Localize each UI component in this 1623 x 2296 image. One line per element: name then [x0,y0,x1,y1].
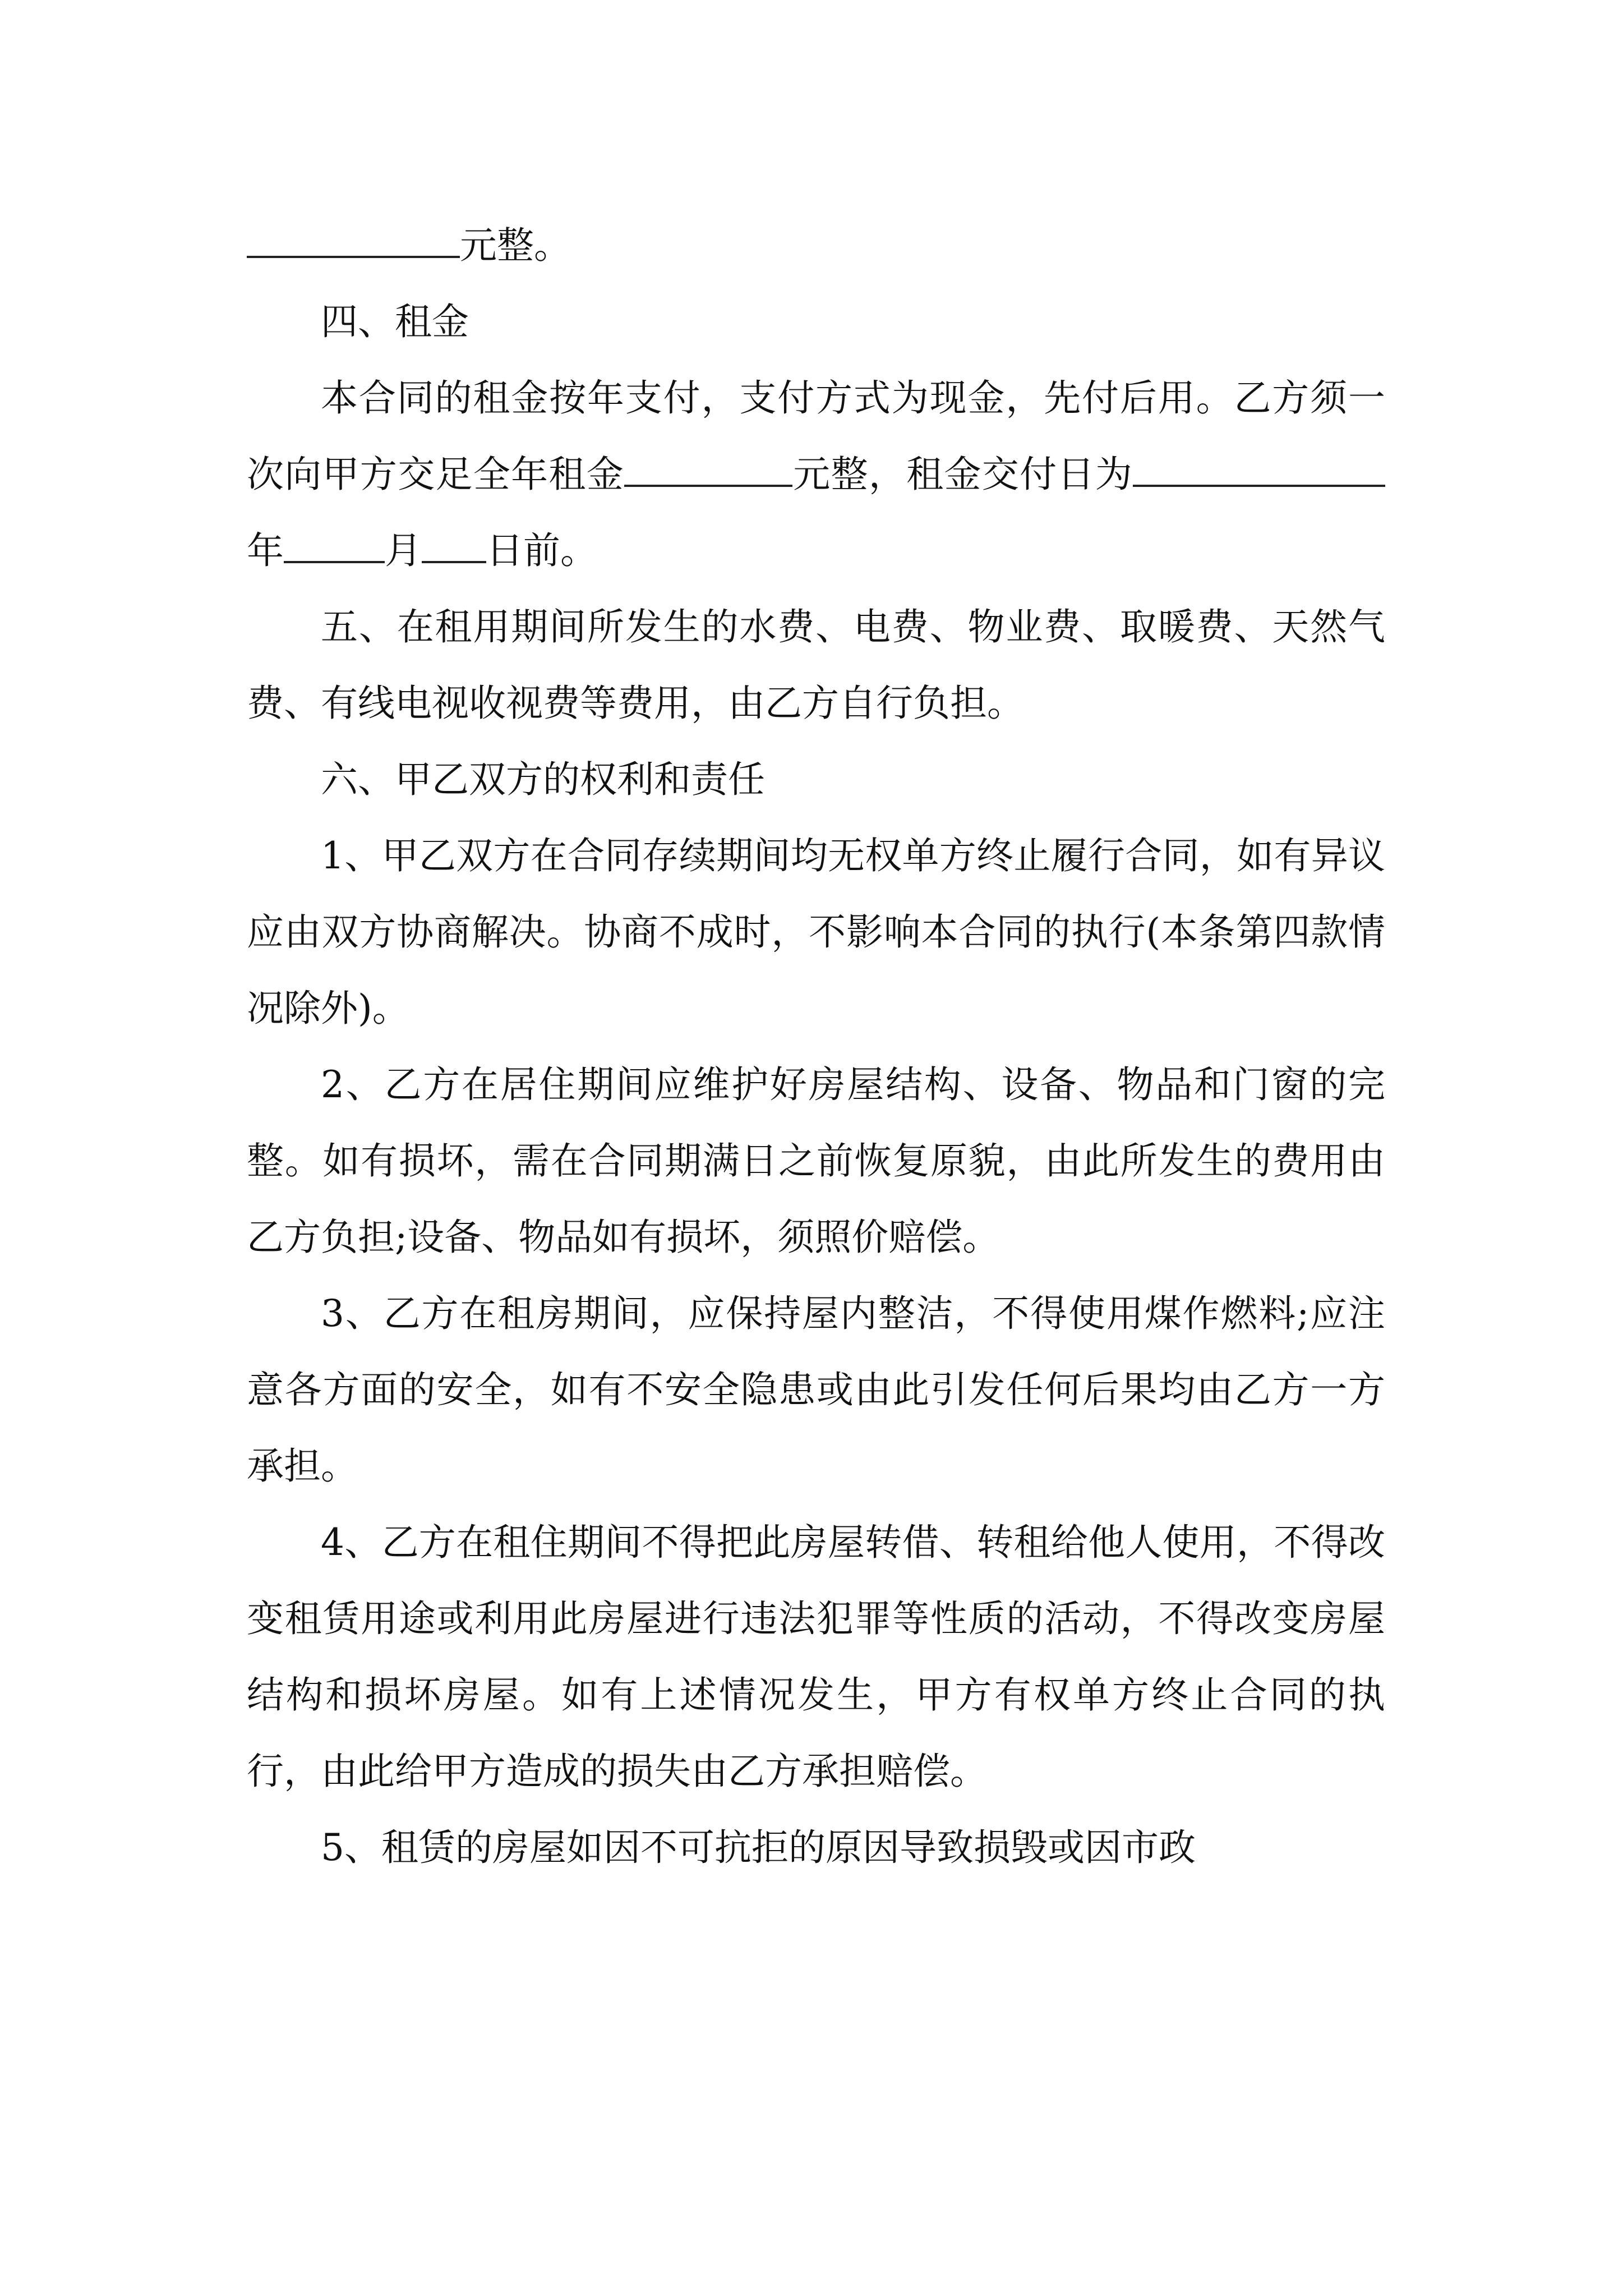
clause-item-3: 3、乙方在租房期间，应保持屋内整洁，不得使用煤作燃料;应注意各方面的安全，如有不安全隐患或由此引发任何后果均由乙方一方承担。 [247,1292,1385,1488]
rent-terms-text: 本合同的租金按年支付，支付方式为现金，先付后用。乙方须一次向甲方交足全年租金 [247,376,1385,496]
blank-year-field [1133,451,1385,487]
section-heading-rights: 六、甲乙双方的权利和责任 [321,758,765,801]
blank-annual-rent-field [624,451,792,487]
clause-item-1: 1、甲乙双方在合同存续期间均无权单方终止履行合同，如有异议应由双方协商解决。协商不成时，不影响本合同的执行(本条第四款情况除外)。 [247,834,1385,1030]
line-deposit-amount [247,208,1385,284]
year-label: 年 [247,529,284,572]
clause-item-4: 4、乙方在租住期间不得把此房屋转借、转租给他人使用，不得改变租赁用途或利用此房屋进行违法犯罪等性质的活动，不得改变房屋结构和损坏房屋。如有上述情况发生，甲方有权单方终止合同的执行，由此给甲方造成的损失由乙方承担赔偿。 [247,1521,1385,1793]
document-body [247,208,1385,1886]
month-label: 月 [385,529,422,572]
deposit-suffix-text: 元整。 [460,224,571,267]
blank-day-field [422,527,486,563]
blank-month-field [284,527,385,563]
section-heading-rent: 四、租金 [321,300,469,343]
clause-item-5: 5、租赁的房屋如因不可抗拒的原因导致损毁或因市政 [321,1826,1196,1869]
clause-item-2: 2、乙方在居住期间应维护好房屋结构、设备、物品和门窗的完整。如有损坏，需在合同期满日之前恢复原貌，由此所发生的费用由乙方负担;设备、物品如有损坏，须照价赔偿。 [247,1063,1385,1259]
paragraph-rent-terms [247,360,1385,589]
paragraph-utilities: 五、在租用期间所发生的水费、电费、物业费、取暖费、天然气费、有线电视收视费等费用，由乙方自行负担。 [247,605,1385,725]
blank-amount-field [247,222,460,258]
rent-terms-text-2: 元整，租金交付日为 [792,453,1133,496]
day-label: 日前。 [486,529,597,572]
